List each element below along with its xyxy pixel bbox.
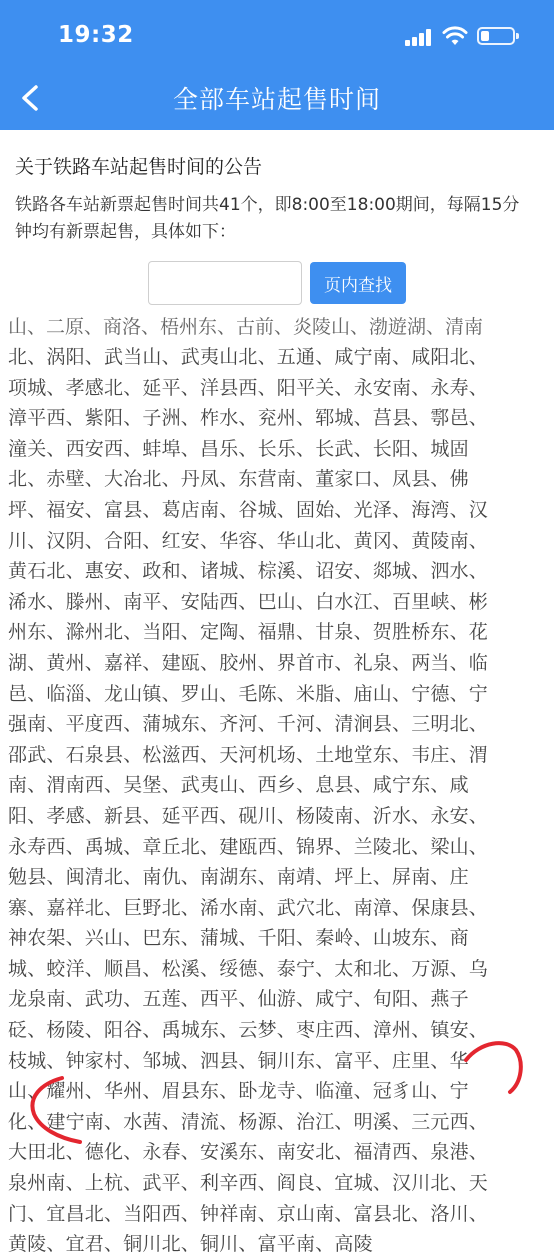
station-line: 潼关、西安西、蚌埠、昌乐、长乐、长武、长阳、城固 — [8, 437, 469, 460]
station-line: 枝城、钟家村、邹城、泗县、铜川东、富平、庄里、华 — [8, 1049, 469, 1072]
station-line: 阳、孝感、新县、延平西、砚川、杨陵南、沂水、永安、 — [8, 804, 489, 827]
station-line: 北、涡阳、武当山、武夷山北、五通、咸宁南、咸阳北、 — [8, 346, 489, 368]
station-line: 湖、黄州、嘉祥、建瓯、胶州、界首市、礼泉、两当、临 — [8, 651, 489, 674]
search-input[interactable] — [148, 261, 302, 305]
station-line: 门、宜昌北、当阳西、钟祥南、京山南、富县北、洛川、 — [8, 1202, 489, 1225]
station-line: 邑、临淄、龙山镇、罗山、毛陈、米脂、庙山、宁德、宁 — [8, 682, 489, 705]
page-title: 全部车站起售时间 — [172, 85, 381, 114]
station-line: 泉州南、上杭、武平、利辛西、阎良、宜城、汉川北、天 — [8, 1172, 489, 1195]
station-line: 龙泉南、武功、五莲、西平、仙游、咸宁、旬阳、燕子 — [8, 988, 469, 1011]
notice-body: 铁路各车站新票起售时间共41个，即8:00至18:00期间，每隔15分钟均有新票起售，具体如下： — [15, 195, 520, 242]
station-line: 浠水、滕州、南平、安陆西、巴山、白水江、百里峡、彬 — [8, 590, 489, 613]
station-line: 寨、嘉祥北、巨野北、浠水南、武穴北、南漳、保康县、 — [8, 896, 489, 919]
station-line: 黄石北、惠安、政和、诸城、棕溪、诏安、郯城、泗水、 — [8, 560, 489, 583]
station-list[interactable] — [0, 316, 554, 1256]
station-line: 神农架、兴山、巴东、蒲城、千阳、秦岭、山坡东、商 — [8, 927, 469, 950]
station-line: 邵武、石泉县、松滋西、天河机场、土地堂东、韦庄、渭 — [8, 743, 489, 766]
station-line: 黄陵、宜君、铜川北、铜川、富平南、高陵 — [8, 1233, 373, 1256]
station-line: 川、汉阴、合阳、红安、华容、华山北、黄冈、黄陵南、 — [8, 529, 489, 552]
station-line-cutoff: 山、二原、商洛、梧州东、古前、炎陵山、渤遊湖、清南 — [8, 316, 484, 338]
station-line: 山、耀州、华州、眉县东、卧龙寺、临潼、冠豸山、宁 — [8, 1080, 469, 1103]
station-line: 化、建宁南、水茜、清流、杨源、治江、明溪、三元西、 — [8, 1110, 489, 1133]
station-line: 勉县、闽清北、南仇、南湖东、南靖、坪上、屏南、庄 — [8, 866, 469, 889]
station-line: 北、赤壁、大冶北、丹凤、东营南、董家口、凤县、佛 — [8, 468, 469, 491]
station-line: 项城、孝感北、延平、洋县西、阳平关、永安南、永寿、 — [8, 376, 489, 399]
station-line: 大田北、德化、永春、安溪东、南安北、福清西、泉港、 — [8, 1141, 489, 1164]
station-line: 州东、滁州北、当阳、定陶、福鼎、甘泉、贺胜桥东、花 — [8, 621, 489, 644]
notice-panel — [0, 130, 554, 322]
station-lines — [8, 342, 548, 1260]
station-line: 坪、福安、富县、葛店南、谷城、固始、光泽、海湾、汉 — [8, 498, 489, 521]
status-bar — [0, 0, 554, 70]
notice-title: 关于铁路车站起售时间的公告 — [15, 156, 263, 178]
cellular-signal-icon — [405, 28, 435, 46]
station-line: 漳平西、紫阳、子洲、柞水、兖州、郓城、莒县、鄠邑、 — [8, 407, 489, 430]
station-line: 南、渭南西、吴堡、武夷山、西乡、息县、咸宁东、咸 — [8, 774, 469, 797]
station-line: 强南、平度西、蒲城东、齐河、千河、清涧县、三明北、 — [8, 713, 489, 736]
station-line: 永寿西、禹城、章丘北、建瓯西、锦界、兰陵北、梁山、 — [8, 835, 489, 858]
top-app-bar — [0, 0, 554, 130]
battery-icon — [477, 27, 515, 45]
station-line: 砭、杨陵、阳谷、禹城东、云梦、枣庄西、漳州、镇安、 — [8, 1019, 489, 1042]
station-line: 城、蛟洋、顺昌、松溪、绥德、泰宁、太和北、万源、乌 — [8, 957, 489, 980]
wifi-icon — [443, 26, 467, 46]
status-time: 19:32 — [58, 22, 134, 48]
find-in-page-button[interactable]: 页内查找 — [310, 262, 406, 304]
